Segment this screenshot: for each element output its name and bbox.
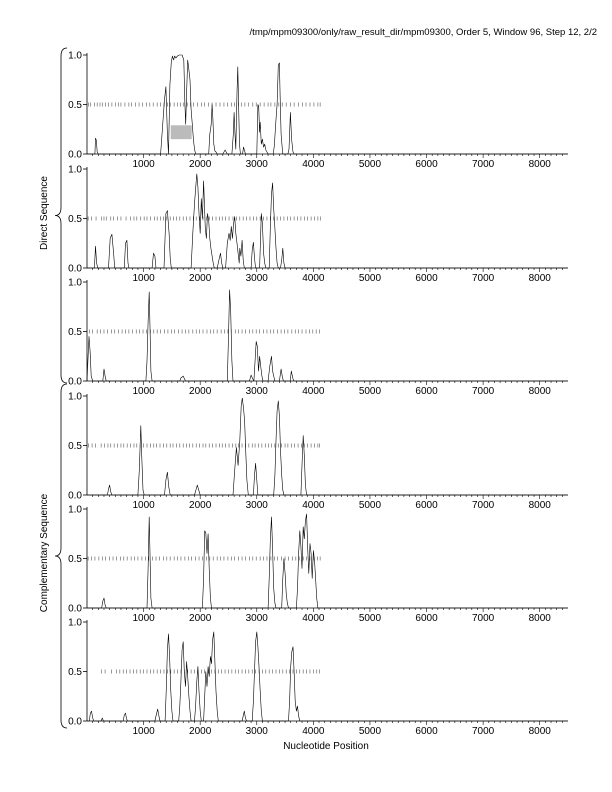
y-tick-label: 1.0 — [68, 504, 82, 516]
series-line — [87, 514, 568, 608]
x-tick-label: 7000 — [471, 726, 495, 737]
x-tick-label: 2000 — [189, 159, 212, 170]
panel-2 — [68, 165, 568, 285]
y-tick-label: 0.0 — [68, 376, 82, 388]
x-tick-label: 3000 — [245, 613, 268, 624]
y-tick-label: 0.0 — [68, 490, 82, 502]
panel-5 — [68, 505, 568, 625]
x-tick-label: 3000 — [245, 386, 268, 397]
x-tick-label: 5000 — [358, 726, 382, 737]
x-tick-label: 4000 — [302, 159, 325, 170]
series-line — [87, 55, 568, 154]
x-tick-label: 1000 — [132, 386, 155, 397]
x-tick-label: 4000 — [302, 613, 325, 624]
series-line — [87, 632, 568, 721]
panel-1 — [68, 51, 568, 171]
y-tick-label: 0.5 — [68, 100, 82, 111]
chart-panels — [68, 51, 568, 738]
highlight-region — [171, 125, 192, 139]
x-tick-label: 4000 — [302, 500, 325, 511]
x-tick-label: 5000 — [358, 386, 382, 397]
x-tick-label: 3000 — [245, 273, 268, 284]
panel-3 — [68, 278, 568, 398]
group-label-complementary: Complementary Sequence — [39, 493, 50, 613]
x-tick-label: 8000 — [528, 159, 551, 170]
x-tick-label: 6000 — [415, 159, 438, 170]
x-tick-label: 7000 — [471, 500, 495, 511]
y-tick-label: 0.5 — [68, 667, 82, 678]
x-tick-label: 5000 — [358, 273, 382, 284]
x-tick-label: 5000 — [358, 500, 382, 511]
x-tick-label: 6000 — [415, 726, 438, 737]
brace-direct — [55, 48, 67, 383]
x-tick-label: 2000 — [189, 386, 212, 397]
group-braces — [55, 48, 67, 728]
x-tick-label: 1000 — [132, 613, 155, 624]
x-tick-label: 3000 — [245, 726, 268, 737]
x-tick-label: 8000 — [528, 726, 551, 737]
x-tick-label: 8000 — [528, 273, 551, 284]
x-tick-label: 6000 — [415, 500, 438, 511]
y-tick-label: 0.0 — [68, 149, 82, 161]
y-tick-label: 0.5 — [68, 441, 82, 452]
x-tick-label: 6000 — [415, 273, 438, 284]
y-tick-label: 1.0 — [68, 617, 82, 629]
x-tick-label: 1000 — [132, 273, 155, 284]
y-tick-label: 0.5 — [68, 327, 82, 338]
x-tick-label: 8000 — [528, 386, 551, 397]
x-tick-label: 1000 — [132, 159, 155, 170]
x-tick-label: 2000 — [189, 726, 212, 737]
y-tick-label: 0.5 — [68, 554, 82, 565]
group-label-direct: Direct Sequence — [39, 176, 50, 250]
y-tick-label: 0.5 — [68, 214, 82, 225]
x-tick-label: 4000 — [302, 273, 325, 284]
x-tick-label: 4000 — [302, 726, 325, 737]
y-tick-label: 1.0 — [68, 391, 82, 403]
y-tick-label: 1.0 — [68, 277, 82, 289]
x-axis-title: Nucleotide Position — [283, 741, 369, 752]
series-line — [87, 398, 568, 495]
x-tick-label: 6000 — [415, 386, 438, 397]
x-tick-label: 2000 — [189, 500, 212, 511]
y-tick-label: 0.0 — [68, 603, 82, 615]
x-tick-label: 3000 — [245, 159, 268, 170]
y-tick-label: 1.0 — [68, 164, 82, 176]
figure-header-title: /tmp/mpm09300/only/raw_result_dir/mpm09300, Order 5, Window 96, Step 12, 2/2 — [249, 27, 597, 38]
x-tick-label: 8000 — [528, 500, 551, 511]
panel-6 — [68, 618, 568, 738]
y-tick-label: 0.0 — [68, 716, 82, 728]
x-tick-label: 4000 — [302, 386, 325, 397]
x-tick-label: 2000 — [189, 613, 212, 624]
group-labels — [39, 176, 50, 613]
x-tick-label: 5000 — [358, 613, 382, 624]
x-tick-label: 1000 — [132, 726, 155, 737]
x-tick-label: 7000 — [471, 613, 495, 624]
y-tick-label: 0.0 — [68, 263, 82, 275]
x-tick-label: 1000 — [132, 500, 155, 511]
series-line — [87, 290, 568, 381]
x-tick-label: 2000 — [189, 273, 212, 284]
brace-complementary — [55, 384, 67, 728]
series-line — [87, 174, 568, 268]
y-tick-label: 1.0 — [68, 50, 82, 62]
x-tick-label: 7000 — [471, 159, 495, 170]
x-tick-label: 3000 — [245, 500, 268, 511]
x-tick-label: 7000 — [471, 386, 495, 397]
panel-4 — [68, 392, 568, 512]
x-tick-label: 7000 — [471, 273, 495, 284]
x-tick-label: 8000 — [528, 613, 551, 624]
x-tick-label: 6000 — [415, 613, 438, 624]
x-tick-label: 5000 — [358, 159, 382, 170]
